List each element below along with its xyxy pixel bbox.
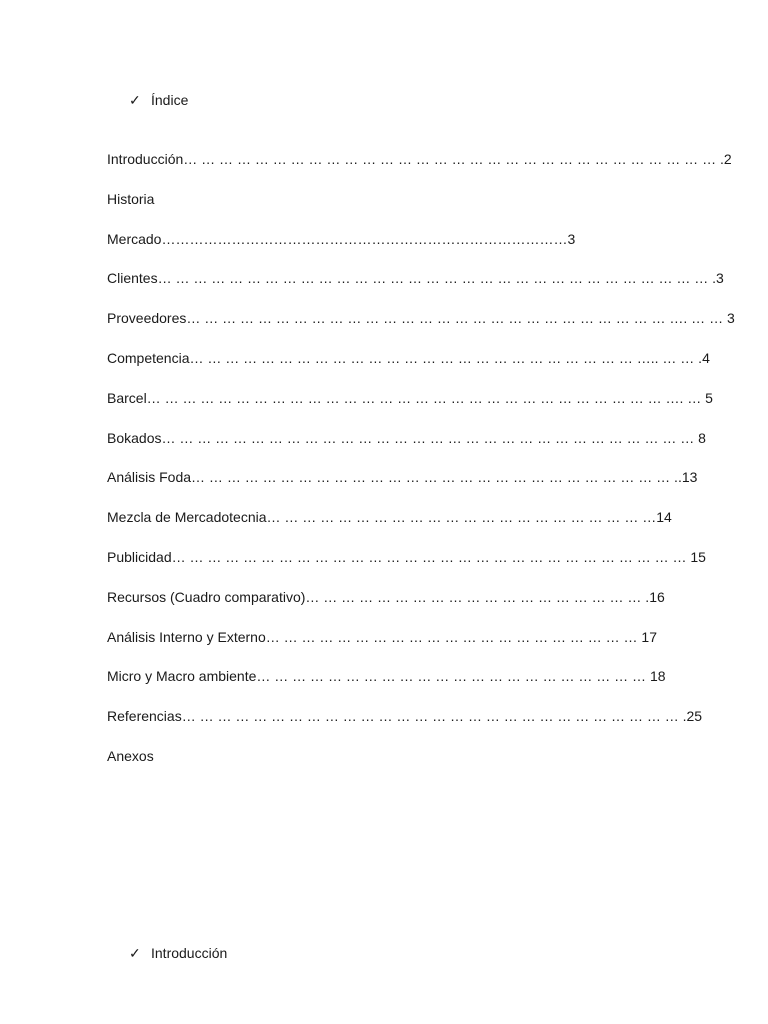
- toc-entry-analisis-interno-externo: Análisis Interno y Externo… … … … … … … … … … … … … … … … … … … … … 17: [107, 628, 657, 645]
- toc-entry-publicidad: Publicidad… … … … … … … … … … … … … … … … … … … … … … … … … … … … … 15: [107, 548, 706, 565]
- toc-entry-clientes: Clientes… … … … … … … … … … … … … … … … … … … … … … … … … … … … … … … .3: [107, 270, 724, 287]
- toc-entry-micro-macro-ambiente: Micro y Macro ambiente… … … … … … … … … … … … … … … … … … … … … … 18: [107, 668, 666, 685]
- toc-entry-recursos: Recursos (Cuadro comparativo)… … … … … … … … … … … … … … … … … … … .16: [107, 588, 665, 605]
- toc-entry-proveedores: Proveedores… … … … … … … … … … … … … … … … … … … … … … … … … … … …. … … 3: [107, 310, 735, 327]
- introduction-heading-label: Introducción: [151, 945, 228, 961]
- toc-entry-competencia: Competencia… … … … … … … … … … … … … … … … … … … … … … … … … ….. … … .4: [107, 349, 710, 366]
- toc-entry-barcel: Barcel… … … … … … … … … … … … … … … … … … … … … … … … … … … … … …. … 5: [107, 389, 713, 406]
- introduction-heading: [129, 944, 227, 962]
- index-heading-label: Índice: [151, 92, 189, 108]
- toc-entry-mercado: Mercado……………………………………………………………………………3: [107, 230, 576, 247]
- index-heading: [129, 91, 188, 109]
- toc-entry-historia: Historia: [107, 190, 155, 207]
- toc-entry-bokados: Bokados… … … … … … … … … … … … … … … … … … … … … … … … … … … … … … 8: [107, 429, 706, 446]
- toc-entry-introduccion: Introducción… … … … … … … … … … … … … … … … … … … … … … … … … … … … … … .2: [107, 151, 732, 167]
- table-of-contents: [107, 150, 735, 787]
- toc-entry-mezcla-mercadotecnia: Mezcla de Mercadotecnia… … … … … … … … … … … … … … … … … … … … … …14: [107, 509, 672, 526]
- checkmark-icon: ✓: [129, 945, 141, 961]
- toc-entry-referencias: Referencias… … … … … … … … … … … … … … … … … … … … … … … … … … … … .25: [107, 708, 703, 725]
- checkmark-icon: ✓: [129, 92, 141, 108]
- toc-entry-analisis-foda: Análisis Foda… … … … … … … … … … … … … … … … … … … … … … … … … … … ..13: [107, 469, 698, 486]
- toc-entry-anexos: Anexos: [107, 747, 154, 764]
